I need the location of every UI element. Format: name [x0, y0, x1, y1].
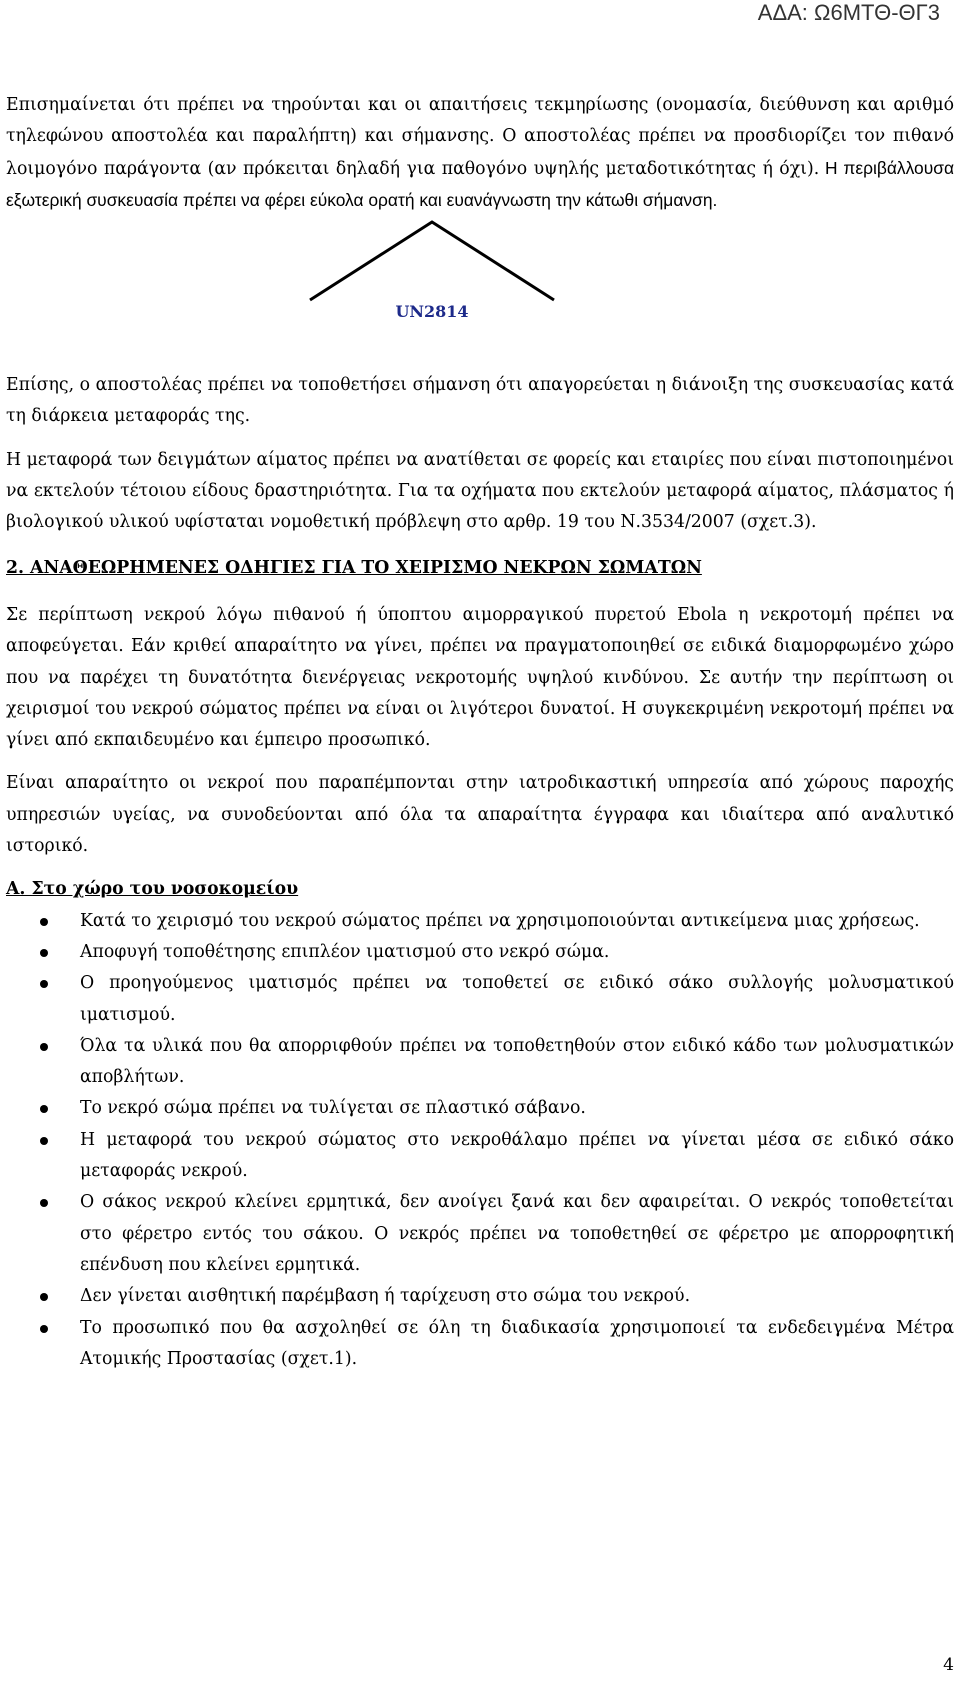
page-number: 4	[943, 1655, 954, 1675]
list-item: Το προσωπικό που θα ασχοληθεί σε όλη τη διαδικασία χρησιμοποιεί τα ενδεδειγμένα Μέτρα Ατομικής Προστασίας (σχετ.1).	[6, 1313, 954, 1376]
paragraph-autopsy: Σε περίπτωση νεκρού λόγω πιθανού ή ύποπτου αιμορραγικού πυρετού Ebola η νεκροτομή πρέπει να αποφεύγεται. Εάν κριθεί απαραίτητο να γίνει, πρέπει να πραγματοποιηθεί σε ειδικά διαμορφωμένο χώρο που να παρέχει τη δυνατότητα διενέργειας νεκροτομής υψηλού κινδύνου. Σε αυτήν την περίπτωση οι χειρισμοί του νεκρού σώματος πρέπει να είναι οι λιγότεροι δυνατοί. Η συγκεκριμένη νεκροτομή πρέπει να γίνει από εκπαιδευμένο και έμπειρο προσωπικό.	[6, 604, 954, 751]
paragraph-packaging-note: Η περιβάλλουσα εξωτερική συσκευασία πρέπει να φέρει εύκολα ορατή και ευανάγνωστη την κάτωθι σήμανση.	[6, 157, 954, 210]
list-item: Το νεκρό σώμα πρέπει να τυλίγεται σε πλαστικό σάβανο.	[6, 1093, 954, 1124]
bullet-icon	[40, 949, 48, 957]
paragraph-documentation: Επισημαίνεται ότι πρέπει να τηρούνται και οι απαιτήσεις τεκμηρίωσης (ονομασία, διεύθυνση και αριθμό τηλεφώνου αποστολέα και παραλήπτη) και σήμανσης. Ο αποστολέας πρέπει να προσδιορίζει τον πιθανό λοιμογόνο παράγοντα (αν πρόκειται δηλαδή για παθογόνο υψηλής μεταδοτικότητας ή όχι). Η περιβάλλουσα εξωτερική συσκευασία πρέπει να φέρει εύκολα ορατή και ευανάγνωστη την κάτωθι σήμανση.	[6, 95, 954, 210]
bullet-icon	[40, 980, 48, 988]
list-item: Ο προηγούμενος ιματισμός πρέπει να τοποθετεί σε ειδικό σάκο συλλογής μολυσματικού ιματισμού.	[6, 968, 954, 1031]
bullet-icon	[40, 1043, 48, 1051]
hospital-rules-list	[6, 906, 954, 1375]
list-item: Δεν γίνεται αισθητική παρέμβαση ή ταρίχευση στο σώμα του νεκρού.	[6, 1281, 954, 1312]
section-heading-a: Α. Στο χώρο του νοσοκομείου	[6, 879, 299, 900]
bullet-icon	[40, 918, 48, 926]
diamond-shape	[309, 220, 555, 370]
bullet-icon	[40, 1293, 48, 1301]
ada-code: ΑΔΑ: Ω6ΜΤΘ-ΘΓ3	[757, 0, 940, 25]
list-item: Αποφυγή τοποθέτησης επιπλέον ιματισμού στο νεκρό σώμα.	[6, 937, 954, 968]
list-item: Κατά το χειρισμό του νεκρού σώματος πρέπει να χρησιμοποιούνται αντικείμενα μιας χρήσεως.	[6, 906, 954, 937]
list-item: Όλα τα υλικά που θα απορριφθούν πρέπει να τοποθετηθούν στον ειδικό κάδο των μολυσματικών αποβλήτων.	[6, 1031, 954, 1094]
paragraph-forensic: Είναι απαραίτητο οι νεκροί που παραπέμπονται στην ιατροδικαστική υπηρεσία από χώρους παροχής υπηρεσιών υγείας, να συνοδεύονται από όλα τα απαραίτητα έγγραφα και ιδιαίτερα από αναλυτικό ιστορικό.	[6, 773, 954, 857]
paragraph-no-opening: Επίσης, ο αποστολέας πρέπει να τοποθετήσει σήμανση ότι απαγορεύεται η διάνοιξη της συσκευασίας κατά τη διάρκεια μεταφοράς της.	[6, 375, 954, 427]
un-label-diamond	[6, 220, 954, 370]
un-code-label: UN2814	[395, 302, 469, 322]
paragraph-transport: Η μεταφορά των δειγμάτων αίματος πρέπει να ανατίθεται σε φορείς και εταιρίες που είναι πιστοποιημένοι να εκτελούν τέτοιου είδους δραστηριότητα. Για τα οχήματα που εκτελούν μεταφορά αίματος, πλάσματος ή βιολογικού υλικού υφίσταται νομοθετική πρόβλεψη στο αρθρ. 19 του Ν.3534/2007 (σχετ.3).	[6, 449, 954, 533]
bullet-icon	[40, 1199, 48, 1207]
bullet-icon	[40, 1137, 48, 1145]
bullet-icon	[40, 1105, 48, 1113]
list-item: Η μεταφορά του νεκρού σώματος στο νεκροθάλαμο πρέπει να γίνεται μέσα σε ειδικό σάκο μεταφοράς νεκρού.	[6, 1125, 954, 1188]
list-item: Ο σάκος νεκρού κλείνει ερμητικά, δεν ανοίγει ξανά και δεν αφαιρείται. Ο νεκρός τοποθετείται στο φέρετρο εντός του σάκου. Ο νεκρός πρέπει να τοποθετηθεί σε φέρετρο με απορροφητική επένδυση που κλείνει ερμητικά.	[6, 1187, 954, 1281]
document-body	[6, 90, 954, 1375]
bullet-icon	[40, 1325, 48, 1333]
section-heading-2: 2. ΑΝΑΘΕΩΡΗΜΕΝΕΣ ΟΔΗΓΙΕΣ ΓΙΑ ΤΟ ΧΕΙΡΙΣΜΟ ΝΕΚΡΩΝ ΣΩΜΑΤΩΝ	[6, 557, 702, 578]
